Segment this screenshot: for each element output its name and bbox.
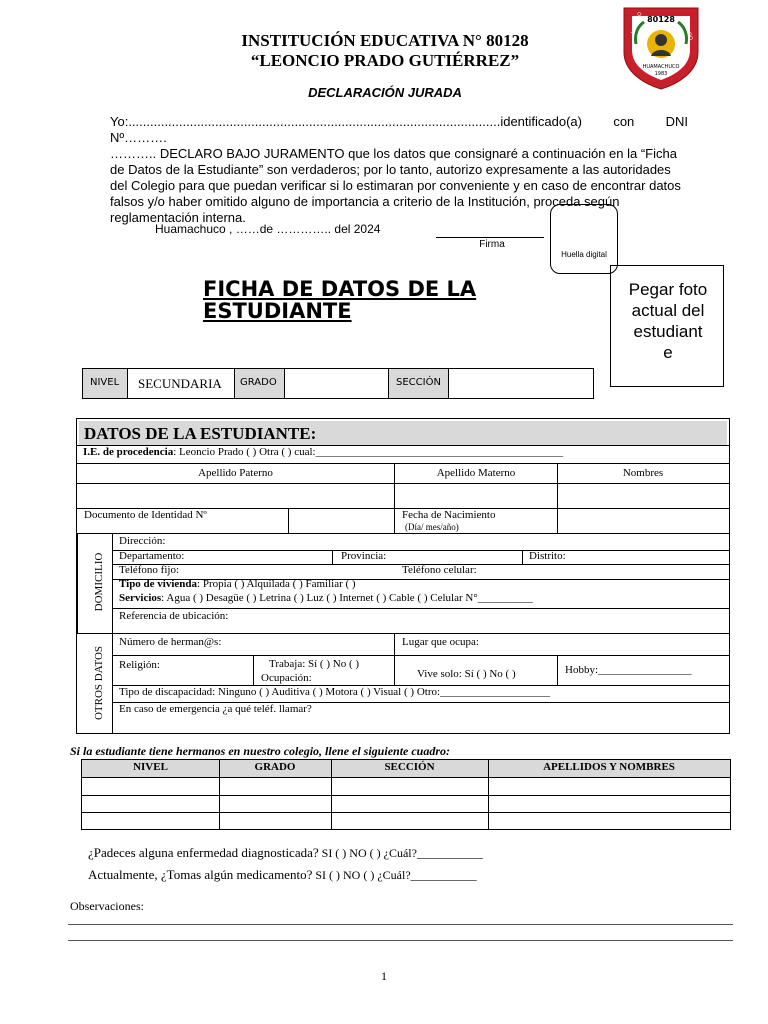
place-date-field[interactable]: Huamachuco , ……de ………….. del 2024 <box>155 222 381 236</box>
q1-options: SI ( ) NO ( ) ¿Cuál?___________ <box>318 846 483 860</box>
emergencia-label[interactable]: En caso de emergencia ¿a qué teléf. llamar? <box>119 703 312 715</box>
seccion-label: SECCIÓN <box>396 377 441 388</box>
departamento-label[interactable]: Departamento: <box>119 550 185 562</box>
nivel-label: NIVEL <box>90 377 120 388</box>
page-number: 1 <box>381 969 387 983</box>
ie-procedencia-row[interactable] <box>83 446 563 458</box>
grado-label-cell <box>235 369 285 398</box>
trabaja-label[interactable]: Trabaja: Sí ( ) No ( ) <box>269 658 360 670</box>
logo-left-text: LEONCIO <box>630 11 644 35</box>
apellido-paterno-field[interactable] <box>79 485 391 507</box>
ie-options: : Leoncio Prado ( ) Otra ( ) cual:_____________________________________________ <box>173 446 564 458</box>
col-apellido-materno: Apellido Materno <box>436 467 516 479</box>
col-apellido-paterno: Apellido Paterno <box>198 467 273 479</box>
distrito-label[interactable]: Distrito: <box>529 550 566 562</box>
seccion-value-cell[interactable] <box>449 369 593 398</box>
question-enfermedad[interactable] <box>88 844 483 862</box>
servicios-options: : Agua ( ) Desagüe ( ) Letrina ( ) Luz ( ) Internet ( ) Cable ( ) Celular N°__________ <box>161 592 533 604</box>
fecha-nacimiento-label: Fecha de Nacimiento <box>402 509 496 521</box>
nombres-field[interactable] <box>560 485 726 507</box>
fingerprint-label: Huella digital <box>561 250 607 259</box>
tipo-vivienda-row[interactable] <box>119 578 356 590</box>
otros-datos-side-label: OTROS DATOS <box>93 645 105 721</box>
provincia-label[interactable]: Provincia: <box>341 550 387 562</box>
vive-solo-label[interactable]: Vive solo: Sí ( ) No ( ) <box>417 668 516 680</box>
siblings-instruction: Si la estudiante tiene hermanos en nuestro colegio, llene el siguiente cuadro: <box>70 744 451 758</box>
paragraph-line: Yo:.......................................................................................................identificado(a) con DNI Nº………. <box>110 114 688 145</box>
paragraph-line: del Colegio para que puedan verificar si lo estimaran por conveniente y en caso de encontrar datos <box>110 178 681 193</box>
fecha-nacimiento-field[interactable] <box>560 510 726 531</box>
photo-line: Pegar foto <box>628 280 708 299</box>
signature-line[interactable] <box>436 237 544 238</box>
photo-line: estudiant <box>633 322 703 341</box>
photo-line: actual del <box>631 301 705 320</box>
fecha-nacimiento-hint: (Día/ mes/año) <box>405 522 459 532</box>
sibling-row[interactable] <box>83 778 729 794</box>
sib-col-apellidos-nombres: APELLIDOS Y NOMBRES <box>543 761 675 773</box>
observaciones-line[interactable] <box>68 924 733 925</box>
lugar-ocupa-label[interactable]: Lugar que ocupa: <box>402 636 479 648</box>
observaciones-line[interactable] <box>68 940 733 941</box>
religion-label[interactable]: Religión: <box>119 659 160 671</box>
fingerprint-box[interactable] <box>550 204 618 274</box>
grado-label: GRADO <box>240 377 277 388</box>
institution-name: INSTITUCIÓN EDUCATIVA N° 80128 <box>241 31 529 50</box>
section-title: DATOS DE LA ESTUDIANTE: <box>84 424 317 443</box>
hobby-label[interactable]: Hobby:_________________ <box>565 664 692 676</box>
nivel-value-cell[interactable] <box>128 369 235 398</box>
telefono-celular-label[interactable]: Teléfono celular: <box>402 564 477 576</box>
logo-bottom-text: HUAMACHUCO <box>642 64 680 70</box>
form-title-line: ESTUDIANTE <box>203 299 352 323</box>
apellido-materno-field[interactable] <box>397 485 554 507</box>
form-title-line: FICHA DE DATOS DE LA <box>203 277 477 301</box>
school-crest-logo <box>620 4 702 90</box>
photo-line: e <box>663 343 673 362</box>
paragraph-line: ……….. DECLARO BAJO JURAMENTO que los datos que consignaré a continuación en la “Ficha <box>110 146 677 161</box>
logo-number-text: 80128 <box>647 15 675 24</box>
institution-patron: “LEONCIO PRADO GUTIÉRREZ” <box>250 51 520 70</box>
sibling-row[interactable] <box>83 796 729 811</box>
telefono-fijo-label[interactable]: Teléfono fijo: <box>119 564 180 576</box>
nivel-grado-seccion-row <box>82 368 594 399</box>
sib-col-seccion: SECCIÓN <box>384 761 435 773</box>
servicios-label: Servicios <box>119 592 162 604</box>
photo-instruction <box>618 279 718 363</box>
ocupacion-label[interactable]: Ocupación: <box>261 672 312 684</box>
q2-text: Actualmente, ¿Tomas algún medicamento? <box>88 867 313 882</box>
col-nombres: Nombres <box>622 467 664 479</box>
form-title <box>203 278 503 322</box>
paragraph-line: reglamentación interna. <box>110 210 246 225</box>
logo-right-text: PRADO <box>682 22 694 42</box>
q1-text: ¿Padeces alguna enfermedad diagnosticada? <box>88 845 319 860</box>
grado-value-cell[interactable] <box>285 369 389 398</box>
sib-col-grado: GRADO <box>254 761 296 773</box>
question-medicamento[interactable] <box>88 866 477 884</box>
tipo-vivienda-options: : Propia ( ) Alquilada ( ) Familiar ( ) <box>197 578 356 590</box>
logo-year-text: 1983 <box>654 71 668 77</box>
student-data-table <box>76 418 730 734</box>
paragraph-line: de Datos de la Estudiante” son verdaderos; por lo tanto, autorizo expresamente a las autoridades <box>110 162 671 177</box>
documento-label: Documento de Identidad Nº <box>84 509 207 521</box>
domicilio-side-label: DOMICILIO <box>93 552 105 612</box>
ie-label: I.E. de procedencia <box>83 446 174 458</box>
sibling-row[interactable] <box>83 813 729 828</box>
signature-label: Firma <box>479 239 505 250</box>
nivel-value: SECUNDARIA <box>138 376 222 391</box>
paragraph-line: falsos y/o haber omitido alguno de importancia a criterio de la Institución, proceda según <box>110 194 620 209</box>
siblings-table <box>81 759 731 830</box>
servicios-row[interactable] <box>119 592 533 604</box>
direccion-label[interactable]: Dirección: <box>119 535 166 547</box>
documento-field[interactable] <box>290 510 392 531</box>
discapacidad-row[interactable]: Tipo de discapacidad: Ninguno ( ) Auditiva ( ) Motora ( ) Visual ( ) Otro:____________________ <box>119 686 551 698</box>
q2-options: SI ( ) NO ( ) ¿Cuál?___________ <box>312 868 477 882</box>
hermanos-label[interactable]: Número de herman@s: <box>119 636 222 648</box>
seccion-label-cell <box>389 369 449 398</box>
declaration-title: DECLARACIÓN JURADA <box>308 85 462 100</box>
observaciones-label: Observaciones: <box>70 899 144 913</box>
referencia-label[interactable]: Referencia de ubicación: <box>119 610 229 622</box>
sib-col-nivel: NIVEL <box>133 761 168 773</box>
nivel-label-cell <box>83 369 128 398</box>
tipo-vivienda-label: Tipo de vivienda <box>119 578 198 590</box>
